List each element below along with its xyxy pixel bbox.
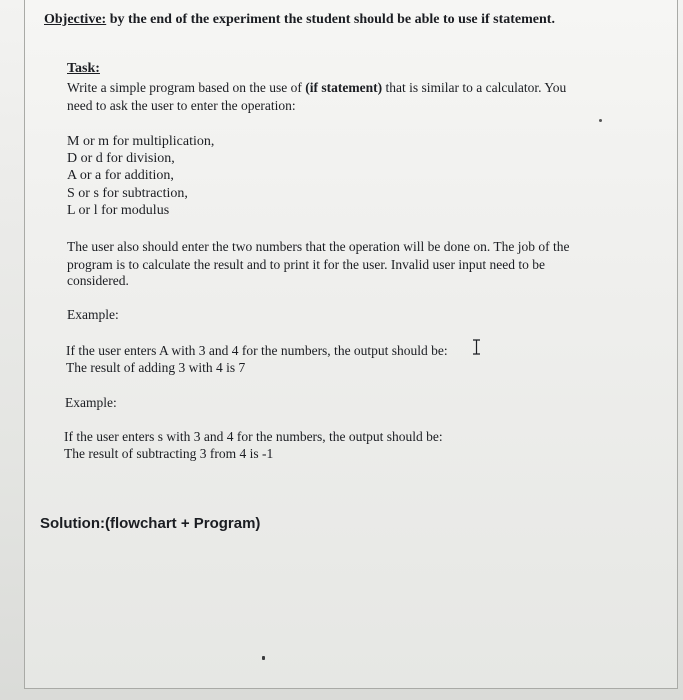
text-cursor-icon <box>472 339 481 355</box>
example-1-line-2: The result of adding 3 with 4 is 7 <box>66 360 246 375</box>
solution-heading: Solution:(flowchart + Program) <box>40 515 261 532</box>
task-text-line-2: need to ask the user to enter the operation: <box>67 98 296 113</box>
objective-keyword: if statement. <box>481 12 555 27</box>
objective-line <box>44 12 555 28</box>
task-text-line-1 <box>67 80 566 96</box>
objective-label: Objective: <box>44 12 107 27</box>
task-text-start: Write a simple program based on the use of <box>67 80 306 95</box>
example-2-heading: Example: <box>65 395 117 410</box>
operation-item: D or d for division, <box>67 151 175 166</box>
example-2-line-1: If the user enters s with 3 and 4 for the numbers, the output should be: <box>64 429 443 444</box>
operation-item: M or m for multiplication, <box>67 134 215 149</box>
operation-item: A or a for addition, <box>67 168 174 183</box>
paragraph-line-1: The user also should enter the two numbers that the operation will be done on. The job of the <box>67 239 570 254</box>
task-heading: Task: <box>67 61 100 76</box>
operation-item: L or l for modulus <box>67 203 170 218</box>
example-2-line-2: The result of subtracting 3 from 4 is -1 <box>64 446 274 461</box>
paragraph-line-3: considered. <box>67 273 129 288</box>
objective-text: by the end of the experiment the student should be able to use <box>106 12 482 27</box>
paragraph-line-2: program is to calculate the result and to print it for the user. Invalid user input need to be <box>67 257 545 272</box>
task-text-end: that is similar to a calculator. You <box>382 80 567 95</box>
paper-speck <box>599 119 602 122</box>
example-1-line-1: If the user enters A with 3 and 4 for the numbers, the output should be: <box>66 343 448 358</box>
paper-mark <box>262 656 265 660</box>
operation-item: S or s for subtraction, <box>67 186 188 201</box>
example-1-heading: Example: <box>67 307 119 322</box>
task-text-bold: (if statement) <box>305 80 383 95</box>
